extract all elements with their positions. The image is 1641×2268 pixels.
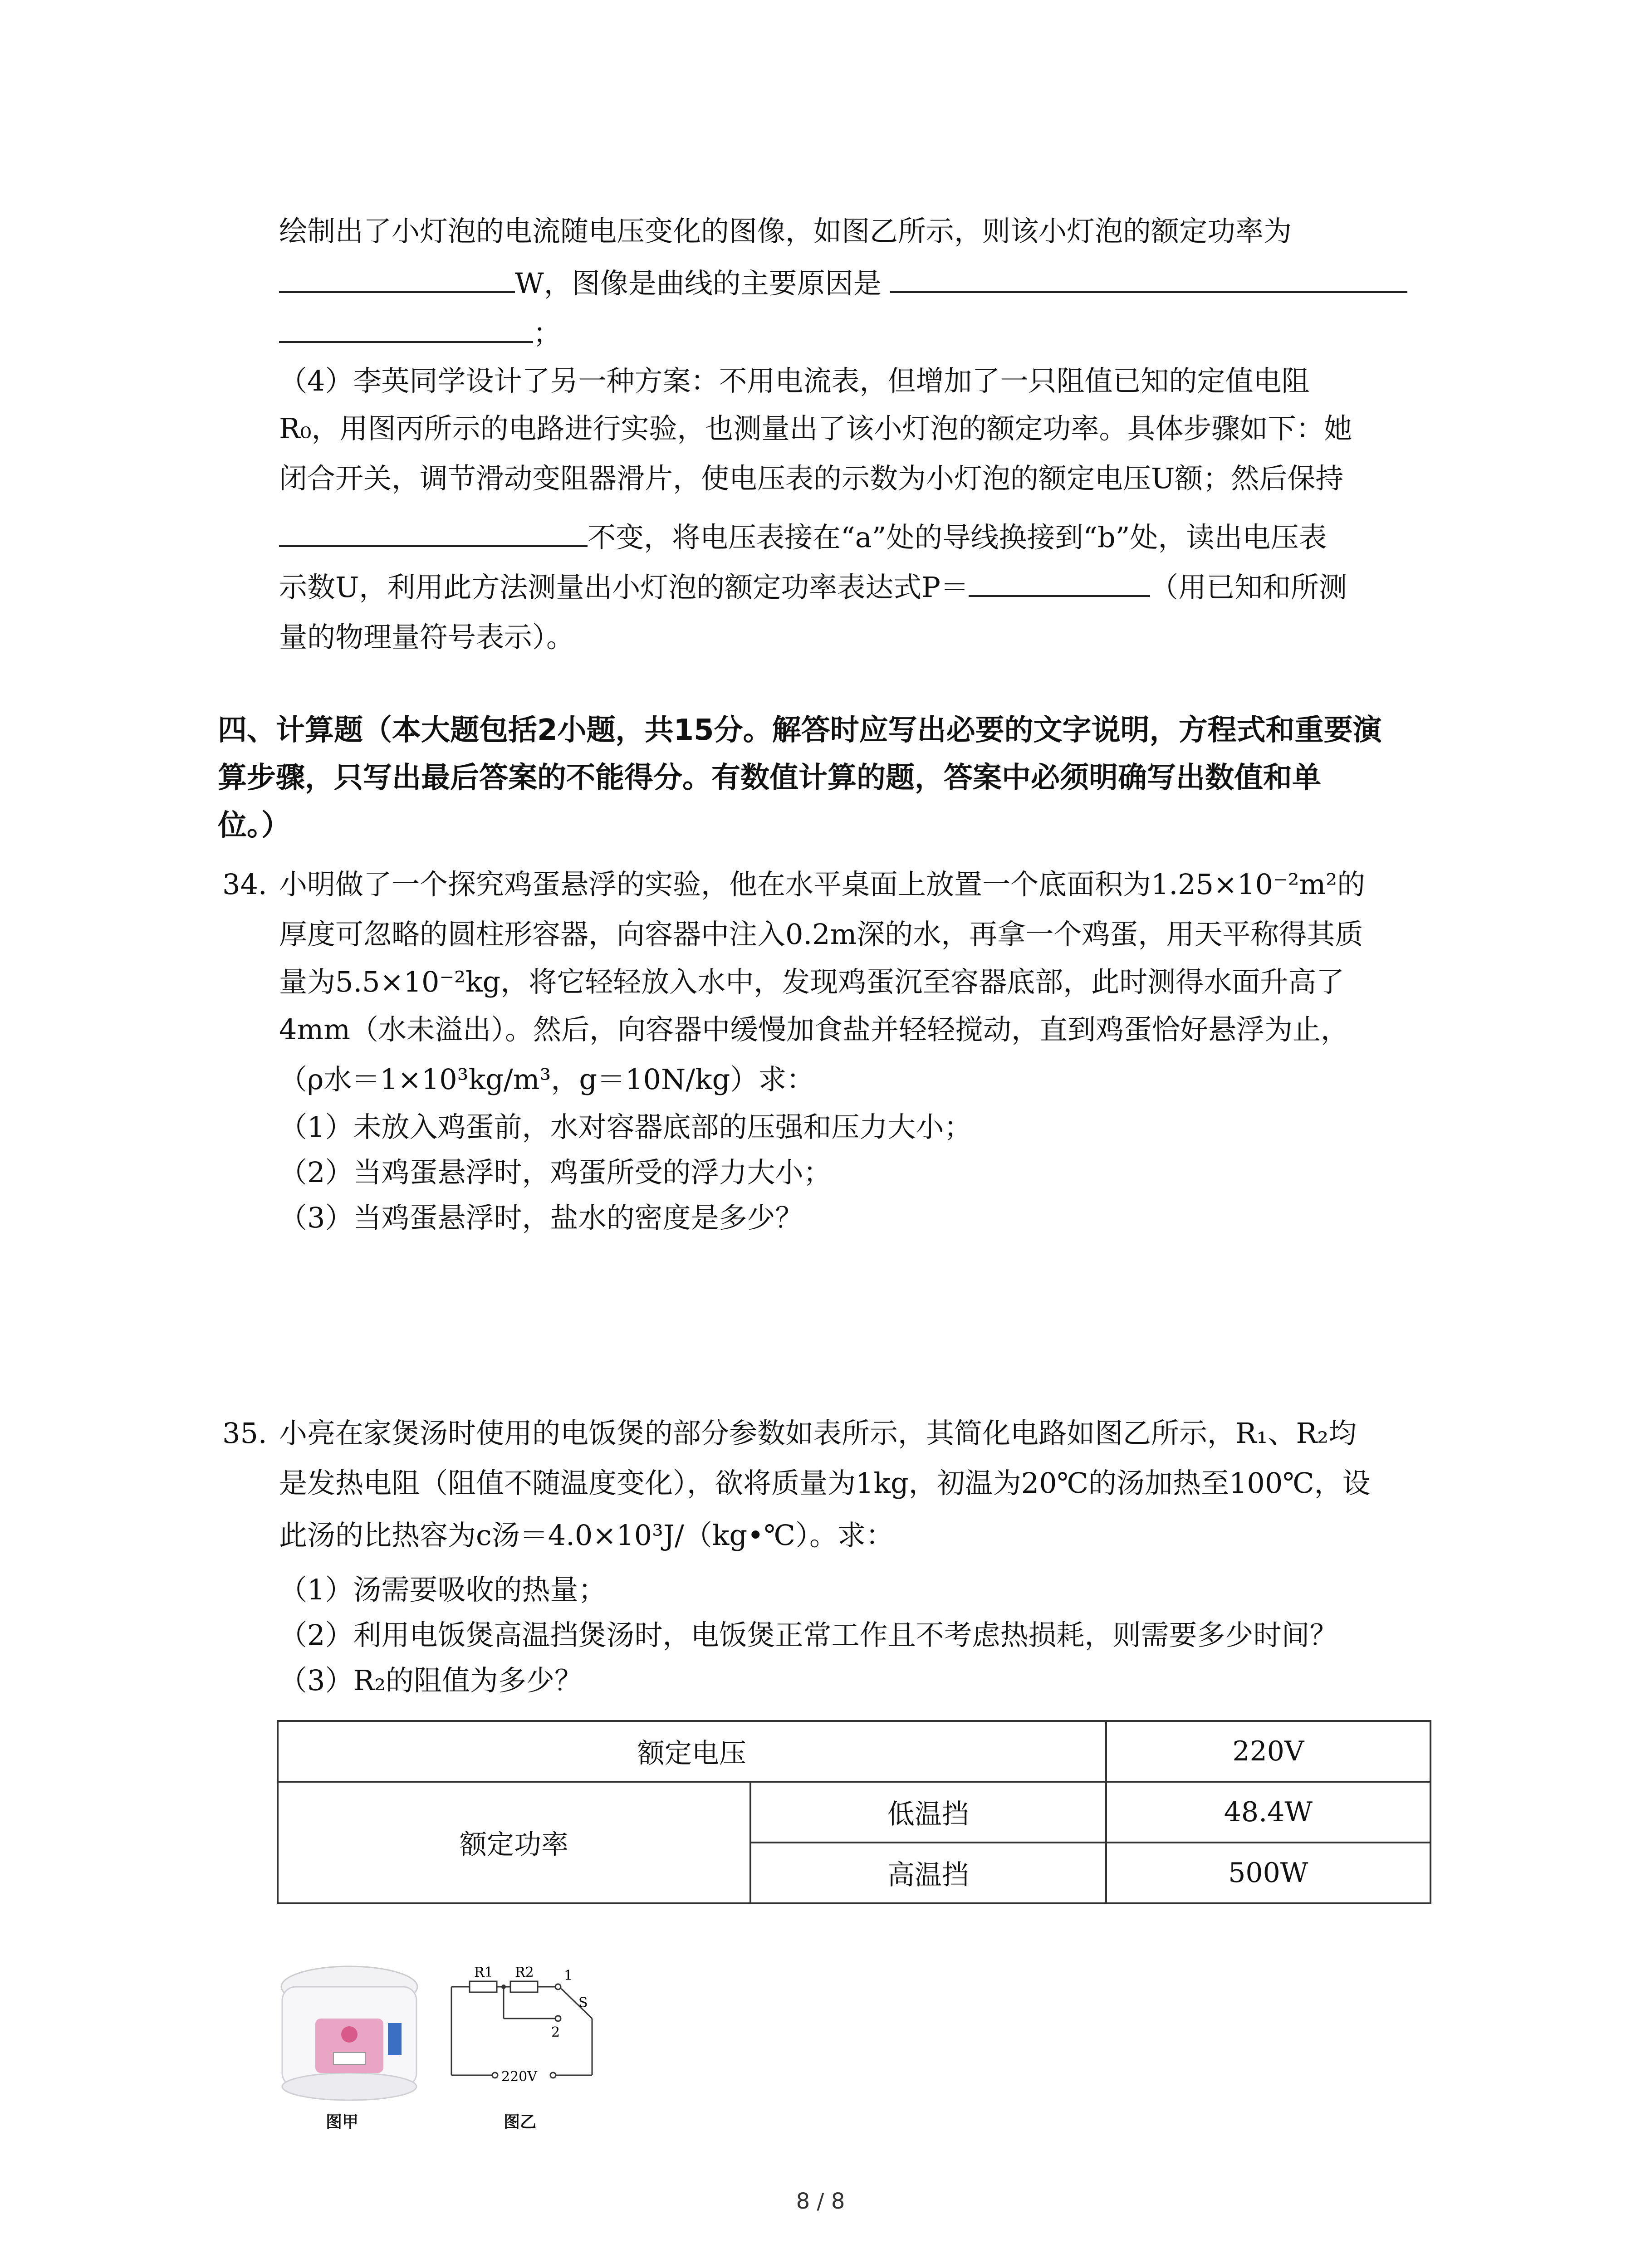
cont-line-8-a: 示数U，利用此方法测量出小灯泡的额定功率表达式P＝ (279, 571, 969, 604)
rice-cooker-image (272, 1955, 426, 2105)
cont-line-4: （4）李英同学设计了另一种方案：不用电流表，但增加了一只阻值已知的定值电阻 (279, 364, 1310, 397)
answer-blank[interactable] (279, 337, 533, 343)
cont-line-7 (279, 519, 1327, 556)
q34-sub-2: （2）当鸡蛋悬浮时，鸡蛋所受的浮力大小； (279, 1156, 832, 1189)
answer-blank[interactable] (890, 287, 1407, 293)
q35-line-2: 是发热电阻（阻值不随温度变化），欲将质量为1kg，初温为20℃的汤加热至100℃，设 (279, 1466, 1371, 1500)
answer-blank[interactable] (279, 287, 515, 293)
circuit-diagram (442, 1960, 624, 2096)
section-heading-line-1: 四、计算题（本大题包括2小题，共15分。解答时应写出必要的文字说明，方程式和重要演 (218, 714, 1382, 747)
cont-line-8 (279, 569, 1347, 606)
cont-line-2-text: W，图像是曲线的主要原因是 (515, 267, 882, 300)
cont-line-9: 量的物理量符号表示）。 (279, 621, 575, 654)
cont-line-5: R₀，用图丙所示的电路进行实验，也测量出了该小灯泡的额定功率。具体步骤如下：她 (279, 412, 1352, 445)
switch-label: S (578, 1995, 588, 2011)
q35-sub-1: （1）汤需要吸收的热量； (279, 1573, 607, 1606)
figure-a-caption: 图甲 (326, 2113, 359, 2131)
cont-line-3 (279, 315, 561, 352)
low-gear-value: 48.4W (1106, 1782, 1430, 1843)
question-35-number: 35. (222, 1417, 267, 1450)
q34-sub-1: （1）未放入鸡蛋前，水对容器底部的压强和压力大小； (279, 1110, 972, 1144)
q34-line-3: 量为5.5×10⁻²kg，将它轻轻放入水中，发现鸡蛋沉至容器底部，此时测得水面升高了 (279, 965, 1345, 998)
q35-sub-3: （3）R₂的阻值为多少？ (279, 1664, 583, 1697)
section-heading-line-2: 算步骤，只写出最后答案的不能得分。有数值计算的题，答案中必须明确写出数值和单 (218, 761, 1321, 795)
cont-line-8-b: （用已知和所测 (1150, 571, 1347, 604)
voltage-label: 220V (501, 2069, 537, 2085)
cont-line-6: 闭合开关，调节滑动变阻器滑片，使电压表的示数为小灯泡的额定电压U额；然后保持 (279, 462, 1344, 495)
high-gear-value: 500W (1106, 1843, 1430, 1903)
cont-line-1: 绘制出了小灯泡的电流随电压变化的图像，如图乙所示，则该小灯泡的额定功率为 (279, 215, 1292, 248)
q34-sub-3: （3）当鸡蛋悬浮时，盐水的密度是多少？ (279, 1201, 803, 1234)
terminal-2-label: 2 (551, 2024, 560, 2040)
terminal-1-label: 1 (564, 1968, 573, 1984)
rated-voltage-value: 220V (1106, 1721, 1430, 1782)
rated-power-label: 额定功率 (278, 1782, 750, 1903)
q34-line-1: 小明做了一个探究鸡蛋悬浮的实验，他在水平桌面上放置一个底面积为1.25×10⁻²m²的 (279, 868, 1366, 901)
cont-line-3-text: ； (533, 317, 562, 350)
rated-voltage-label: 额定电压 (278, 1721, 1106, 1782)
q34-line-5: （ρ水＝1×10³kg/m³，g＝10N/kg）求： (279, 1063, 815, 1096)
cont-line-7-text: 不变，将电压表接在“a”处的导线换接到“b”处，读出电压表 (588, 521, 1327, 554)
q34-line-4: 4mm（水未溢出）。然后，向容器中缓慢加食盐并轻轻搅动，直到鸡蛋恰好悬浮为止， (279, 1013, 1349, 1046)
q35-sub-2: （2）利用电饭煲高温挡煲汤时，电饭煲正常工作且不考虑热损耗，则需要多少时间？ (279, 1618, 1338, 1652)
q35-line-1: 小亮在家煲汤时使用的电饭煲的部分参数如表所示，其简化电路如图乙所示，R₁、R₂均 (279, 1417, 1357, 1450)
low-gear-label: 低温挡 (750, 1782, 1106, 1843)
high-gear-label: 高温挡 (750, 1843, 1106, 1903)
q35-line-3: 此汤的比热容为c汤＝4.0×10³J/（kg•℃）。求： (279, 1519, 894, 1552)
q34-line-2: 厚度可忽略的圆柱形容器，向容器中注入0.2m深的水，再拿一个鸡蛋，用天平称得其质 (279, 918, 1363, 951)
question-34-number: 34. (222, 868, 267, 901)
r2-label: R2 (515, 1965, 534, 1980)
cont-line-2 (279, 265, 1407, 302)
page-number: 8 / 8 (796, 2189, 845, 2214)
figure-b-caption: 图乙 (504, 2113, 537, 2131)
rice-cooker-params-table (277, 1720, 1431, 1904)
section-heading-line-3: 位。） (218, 809, 290, 842)
answer-blank[interactable] (279, 541, 588, 547)
answer-blank[interactable] (969, 591, 1150, 597)
r1-label: R1 (474, 1965, 493, 1980)
